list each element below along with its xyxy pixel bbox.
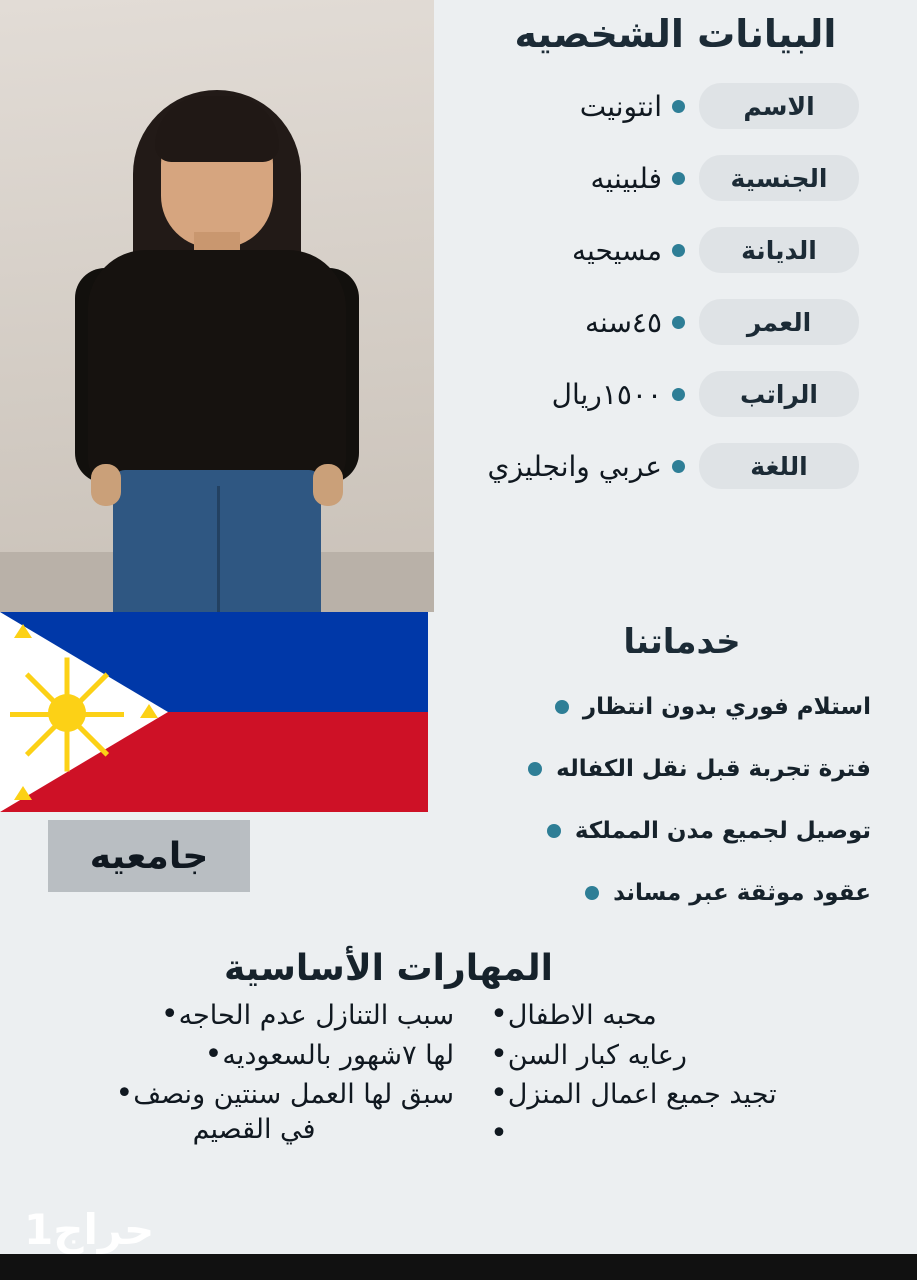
bullet-icon: • (490, 1036, 508, 1072)
skill-label: لها ٧شهور بالسعوديه (222, 1039, 455, 1071)
flag-star (140, 704, 158, 718)
service-item-label: عقود موثقة عبر مساند (613, 880, 871, 906)
page-title: البيانات الشخصيه (514, 12, 837, 56)
shirt (88, 250, 346, 482)
field-row-age (434, 286, 917, 358)
field-label-religion: الديانة (699, 227, 859, 273)
services-title: خدماتنا (623, 622, 741, 662)
skill-label: رعايه كبار السن (507, 1039, 687, 1071)
skill-item (14, 995, 454, 1035)
jeans (113, 470, 321, 612)
skills-title: المهارات الأساسية (223, 948, 554, 989)
flag-star (14, 624, 32, 638)
hand-left (91, 464, 121, 506)
skill-location: في القصيم (192, 1113, 316, 1145)
service-item-label: فترة تجربة قبل نقل الكفاله (556, 756, 871, 782)
field-value-name: انتونيت (579, 89, 662, 123)
skill-item (482, 1114, 903, 1154)
bullet-icon (672, 244, 685, 257)
bullet-icon (672, 100, 685, 113)
service-item (477, 738, 917, 800)
person-figure (67, 82, 367, 612)
skill-item (482, 995, 903, 1035)
services-section (477, 622, 917, 924)
field-label-name: الاسم (699, 83, 859, 129)
bullet-icon: • (490, 1115, 508, 1151)
personal-field-list (434, 70, 917, 502)
bullet-icon: • (160, 997, 179, 1032)
skill-item (482, 1074, 903, 1114)
skill-label: سبق لها العمل سنتين ونصف (133, 1079, 455, 1111)
skills-column-left (0, 995, 468, 1153)
bullet-icon: • (490, 997, 508, 1032)
field-row-religion (434, 214, 917, 286)
watermark: حراج1 (24, 1205, 155, 1254)
bullet-icon: • (115, 1076, 134, 1112)
field-row-nationality (434, 142, 917, 214)
field-label-nationality: الجنسية (699, 155, 859, 201)
service-item (477, 676, 917, 738)
bullet-icon (672, 460, 685, 473)
bottom-bar (0, 1254, 917, 1280)
bullet-icon: • (490, 1076, 508, 1112)
bullet-icon (555, 700, 569, 714)
skill-item (482, 1035, 903, 1075)
field-label-age: العمر (699, 299, 859, 345)
field-value-age: ٤٥سنه (585, 305, 662, 339)
philippines-flag-icon (0, 612, 428, 812)
field-row-salary (434, 358, 917, 430)
service-item-label: توصيل لجميع مدن المملكة (574, 818, 871, 844)
bullet-icon (528, 762, 542, 776)
field-label-salary: الراتب (699, 371, 859, 417)
field-value-nationality: فلبينيه (590, 161, 662, 195)
field-label-language: اللغة (699, 443, 859, 489)
service-item (477, 800, 917, 862)
skill-item (14, 1035, 454, 1075)
bullet-icon (672, 172, 685, 185)
skill-label: محبه الاطفال (507, 1000, 657, 1031)
skill-item (14, 1074, 454, 1114)
bullet-icon (547, 824, 561, 838)
flag-star (14, 786, 32, 800)
bullet-icon (585, 886, 599, 900)
flag-sun (48, 694, 86, 732)
personal-info-panel (434, 0, 917, 600)
bullet-icon: • (204, 1036, 223, 1072)
skills-column-right (468, 995, 917, 1153)
skills-columns (0, 995, 917, 1153)
service-item-label: استلام فوري بدون انتظار (582, 694, 871, 720)
service-item (477, 862, 917, 924)
skills-section (0, 948, 917, 1153)
hand-right (313, 464, 343, 506)
applicant-photo (0, 0, 434, 612)
field-value-language: عربي وانجليزي (487, 449, 662, 483)
field-row-name (434, 70, 917, 142)
bullet-icon (672, 316, 685, 329)
education-badge: جامعيه (48, 820, 250, 892)
bullet-icon (672, 388, 685, 401)
field-value-salary: ١٥٠٠ريال (551, 377, 662, 411)
skill-label: تجيد جميع اعمال المنزل (507, 1079, 777, 1111)
skill-label: سبب التنازل عدم الحاجه (178, 1000, 455, 1031)
field-row-language (434, 430, 917, 502)
field-value-religion: مسيحيه (572, 233, 662, 267)
